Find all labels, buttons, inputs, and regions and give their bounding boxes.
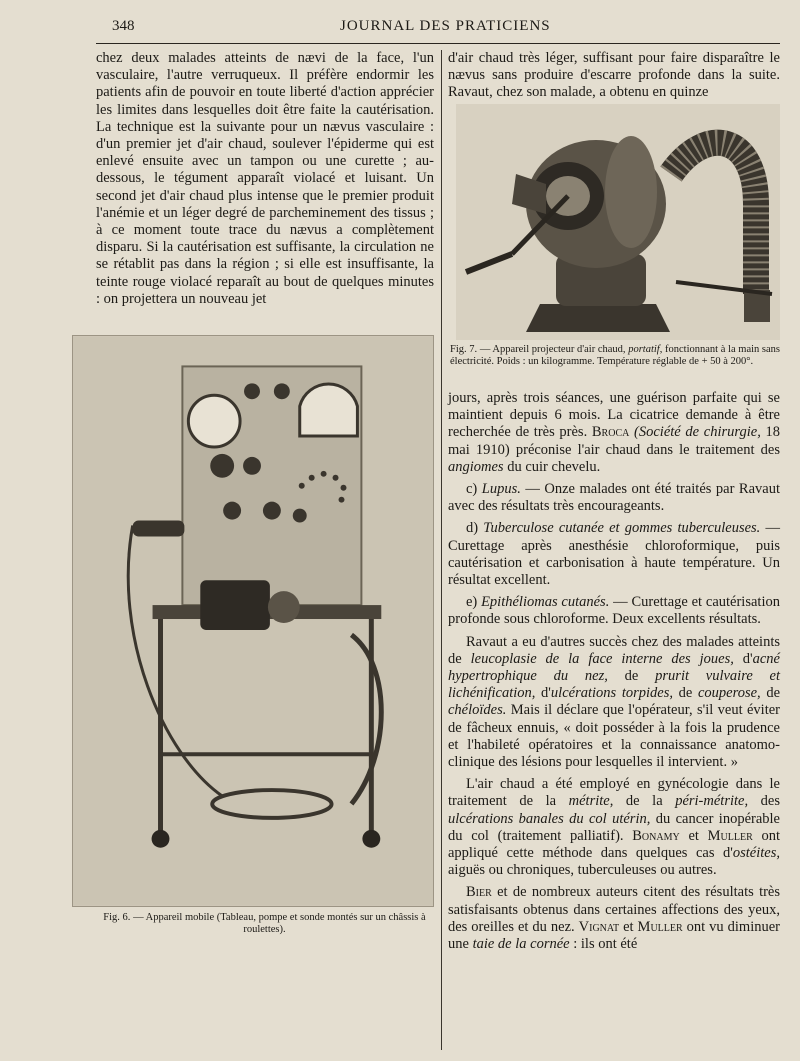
p3-text: — Curettage après anesthésie chloroformique, puis cautérisation et carbonisation à haute température. Un résultat excellent. xyxy=(448,520,780,589)
p2-italic: Lupus. xyxy=(481,481,521,498)
figure-6-label: Fig. 6. xyxy=(103,912,131,923)
p6-a: L'air chaud a été employé en gynécologie dans le traitement de la xyxy=(448,776,780,810)
page-header xyxy=(0,18,800,44)
paragraph-bier xyxy=(448,884,780,953)
p1-date: 18 mai 1910) préconise l'air chaud dans le traitement des xyxy=(448,424,781,458)
figure-6-caption xyxy=(97,912,432,936)
p6-i2: péri-métrite, xyxy=(675,793,749,810)
paragraph-gynecologie xyxy=(448,776,780,879)
p1-society: (Société de chirurgie, xyxy=(634,424,761,441)
figure-7-caption-italic: portatif xyxy=(628,344,660,355)
figure-7-illustration xyxy=(456,104,780,340)
p2-label: c) xyxy=(466,481,482,498)
p5-a: Ravaut a eu d'autres succès chez des malades atteints de xyxy=(448,633,780,667)
paragraph-results xyxy=(448,390,780,476)
p7-i1: taie de la cornée xyxy=(472,936,570,953)
p7-a: et de nombreux auteurs citent des résultats très satisfaisants obtenus dans certaines affections des yeux, des oreilles et du nez. xyxy=(448,884,780,935)
paragraph-ravaut xyxy=(448,634,780,772)
left-paragraph: chez deux malades atteints de nævi de la face, l'un vasculaire, l'autre verruqueux. Il préfère endormir les patients afin de pouvoir en toute liberté d'action apprécier les limites dans lesquelles doit être faite la cautérisation. La technique est la suivante pour un nævus vasculaire : d'un premier jet d'air chaud, soulever l'épiderme qui est enlevé ensuite avec un tampon ou une curette ; au-dessous, le tégument apparaît violacé et luisant. Un second jet d'air chaud plus intense que le premier produit l'anémie et un léger degré de parcheminement des tissus ; à ce moment toute trace du nævus a complètement disparu. Si la cautérisation est suffisante, la circulation ne se rétablit pas dans la région ; si elle est insuffisante, la teinte rouge violacé reparaît au bout de quelques minutes : on projettera un nouveau jet xyxy=(96,50,434,307)
p6-d: du cancer inopérable du col (traitement palliatif). xyxy=(448,810,780,844)
p3-italic: Tuberculose cutanée et gommes tuberculeuses. xyxy=(483,520,761,537)
p5-i4: ulcérations torpides, xyxy=(550,685,673,702)
p5-i2: acné hypertrophique du nez, xyxy=(448,650,780,685)
p1-text: jours, après trois séances, une guérison parfaite qui se maintient depuis 6 mois. La cicatrice demande à être recherchée de très près. xyxy=(448,390,780,441)
p5-g: Mais il déclare que l'opérateur, s'il veut éviter de fâcheux ennuis, « doit posséder à la fois la prudence et l'habileté opératoires et la connaissance anatomo-clinique des lésions pour lesquelles il intervient. » xyxy=(448,702,780,771)
p1-end: du cuir chevelu. xyxy=(503,458,601,475)
author-bonamy: Bonamy xyxy=(632,827,680,844)
p5-i5: couperose, xyxy=(697,685,761,702)
header-rule xyxy=(96,43,780,44)
p7-b: ont vu diminuer une xyxy=(448,918,780,953)
paragraph-tuberculose xyxy=(448,520,780,589)
right-top-paragraph: d'air chaud très léger, suffisant pour faire disparaître le nævus sans produire d'escarre profonde dans la suite. Ravaut, chez son malade, a obtenu en quinze xyxy=(448,50,780,101)
p5-d: d' xyxy=(535,685,551,702)
p1-angiomes: angiomes xyxy=(448,458,504,475)
p6-f: aiguës ou chroniques, tuberculeuses ou autres. xyxy=(448,862,717,879)
right-column-top-text xyxy=(448,50,780,102)
p4-italic: Epithéliomas cutanés. xyxy=(481,594,610,611)
p3-label: d) xyxy=(466,520,484,537)
left-column-text xyxy=(96,50,434,308)
figure-7-caption xyxy=(450,344,780,368)
p4-text: — Curettage et cautérisation profonde sous chloroforme. Deux excellents résultats. xyxy=(448,594,780,628)
paragraph-lupus xyxy=(448,481,780,515)
p4-label: e) xyxy=(466,594,482,611)
figure-7-label: Fig. 7. xyxy=(450,344,478,355)
p6-b: de la xyxy=(613,793,676,810)
author-broca: Broca xyxy=(591,424,630,441)
p6-i3: ulcérations banales du col utérin, xyxy=(448,810,651,827)
p5-i1: leucoplasie de la face interne des joues, xyxy=(470,650,734,667)
p7-c: : ils ont été xyxy=(569,936,638,953)
p6-i4: ostéites, xyxy=(732,845,780,862)
paragraph-epitheliomas xyxy=(448,594,780,628)
author-muller-2: Muller xyxy=(637,918,683,935)
p5-i6: chéloïdes. xyxy=(448,702,507,719)
figure-7-caption-text: — Appareil projecteur d'air chaud, xyxy=(477,344,629,355)
author-muller-1: Muller xyxy=(707,827,753,844)
p6-c: des xyxy=(748,793,780,810)
figure-6-photograph xyxy=(72,335,434,907)
p2-text: — Onze malades ont été traités par Ravaut avec des résultats très encourageants. xyxy=(448,481,781,515)
journal-title: JOURNAL DES PRATICIENS xyxy=(340,18,551,34)
right-column-body xyxy=(448,390,780,953)
page-number: 348 xyxy=(112,18,135,34)
author-bier: Bier xyxy=(466,884,492,901)
figure-7-caption-rest: , fonctionnant à la main sans électricité. Poids : un kilogramme. Température réglable de + 50 à 200°. xyxy=(450,344,780,367)
p5-f: de xyxy=(760,685,781,702)
figure-6-caption-text: — Appareil mobile (Tableau, pompe et sonde montés sur un châssis à roulettes). xyxy=(130,912,426,935)
p5-e: de xyxy=(672,685,698,702)
author-vignat: Vignat xyxy=(578,918,620,935)
p7-et: et xyxy=(619,918,638,935)
p6-e: ont appliqué cette méthode dans quelques cas d' xyxy=(448,827,781,862)
p5-b: d' xyxy=(733,650,753,667)
p6-i1: métrite, xyxy=(568,793,614,810)
p6-et: et xyxy=(679,827,708,844)
p5-c: de xyxy=(607,668,656,685)
column-divider xyxy=(441,50,442,1050)
p5-i3: prurit vulvaire et lichénification, xyxy=(448,668,781,702)
